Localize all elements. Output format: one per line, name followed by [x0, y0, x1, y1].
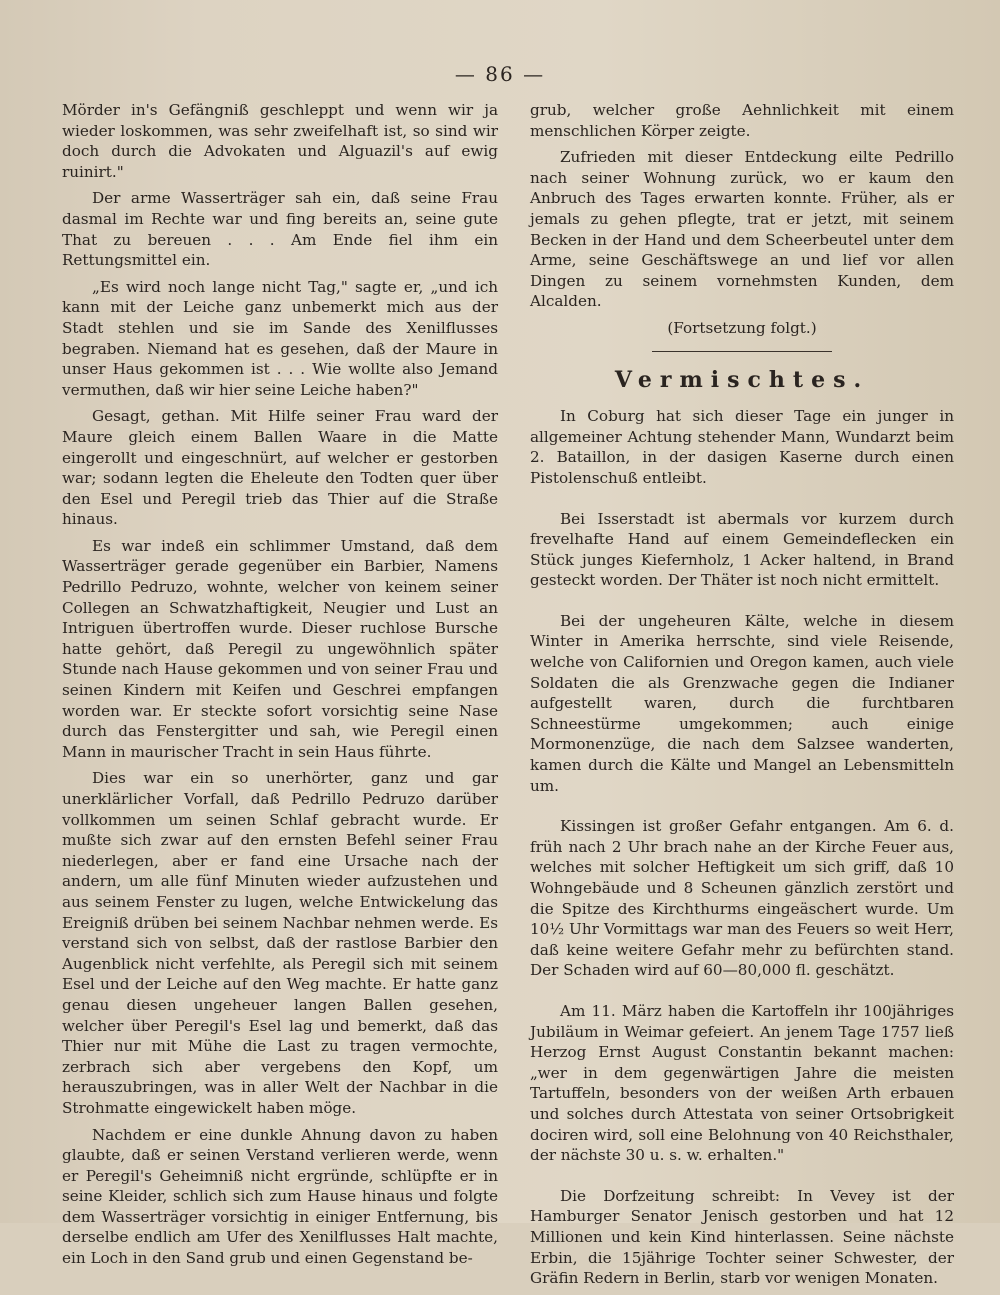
paragraph: Der arme Wasserträger sah ein, daß seine Frau dasmal im Rechte war und fing bereits an, seine gute That zu bereuen . . . Am Ende fiel ihm ein Rettungsmittel ein.: [62, 189, 498, 270]
paragraph: Es war indeß ein schlimmer Umstand, daß dem Wasserträger gerade gegenüber ein Barbier, Namens Pedrillo Pedruzo, wohnte, welcher von keinem seiner Collegen an Schwatzhaftigkeit, Neugier und Lust an Intriguen übertroffen wurde. Dieser ruchlose Bursche hatte gehört, daß Peregil zu ungewöhnlich später Stunde nach Hause gekommen und von seiner Frau und seinen Kindern mit Keifen und Geschrei empfangen worden war. Er steckte sofort vorsichtig seine Nase durch das Fenstergitter und sah, wie Peregil einen Mann in maurischer Tracht in sein Haus führte.: [62, 536, 498, 761]
news-item: Kissingen ist großer Gefahr entgangen. Am 6. d. früh nach 2 Uhr brach nahe an der Kirche Feuer aus, welches mit solcher Heftigkeit um sich griff, daß 10 Wohngebäude und 8 Scheunen gänzlich zerstört und die Spitze des Kirchthurms eingeäschert wurde. Um 10½ Uhr Vormittags war man des Feuers so weit Herr, daß keine weitere Gefahr mehr zu befürchten stand. Der Schaden wird auf 60—80,000 fl. geschätzt.: [530, 817, 954, 980]
paragraph: Dies war ein so unerhörter, ganz und gar unerklärlicher Vorfall, daß Pedrillo Pedruzo darüber vollkommen um seinen Schlaf gebracht wurde. Er mußte sich zwar auf den ernsten Befehl seiner Frau niederlegen, aber er fand eine Ursache nach der andern, um alle fünf Minuten wieder aufzustehen und aus seinem Fenster zu lugen, welche Entwickelung das Ereigniß drüben bei seinem Nachbar nehmen werde. Es verstand sich von selbst, daß der rastlose Barbier den Augenblick nicht verfehlte, als Peregil sich mit seinem Esel und der Leiche auf den Weg machte. Er hatte ganz genau diesen ungeheuer langen Ballen gesehen, welcher über Peregil's Esel lag und bemerkt, daß das Thier nur mit Mühe die Last zu tragen vermochte, zerbrach sich aber vergebens den Kopf, um herauszubringen, was in aller Welt der Nachbar in die Strohmatte eingewickelt haben möge.: [62, 769, 498, 1117]
page-number: — 86 —: [454, 62, 546, 86]
left-column: [62, 100, 498, 1275]
continued-note: (Fortsetzung folgt.): [667, 318, 817, 337]
paragraph: Zufrieden mit dieser Entdeckung eilte Pedrillo nach seiner Wohnung zurück, wo er kaum den Anbruch des Tages erwarten konnte. Früher, als er jemals zu gehen pflegte, trat er jetzt, mit seinem Becken in der Hand und dem Scheerbeutel unter dem Arme, seine Geschäftswege an und lief vor allen Dingen zu seinem vornehmsten Kunden, dem Alcalden.: [530, 148, 954, 311]
news-item: Bei Isserstadt ist abermals vor kurzem durch frevelhafte Hand auf einem Gemeindeflecken ein Stück junges Kiefernholz, 1 Acker haltend, in Brand gesteckt worden. Der Thäter ist noch nicht ermittelt.: [530, 509, 954, 590]
paragraph: grub, welcher große Aehnlichkeit mit einem menschlichen Körper zeigte.: [530, 101, 954, 140]
news-item: Bei der ungeheuren Kälte, welche in diesem Winter in Amerika herrschte, sind viele Reisende, welche von Californien und Oregon kamen, auch viele Soldaten die als Grenzwache gegen die Indianer aufgestellt waren, durch die furchtbaren Schneestürme umgekommen; auch einige Mormonenzüge, die nach dem Salzsee wanderten, kamen durch die Kälte und Mangel an Lebensmitteln um.: [530, 611, 954, 795]
paragraph: „Es wird noch lange nicht Tag," sagte er, „und ich kann mit der Leiche ganz unbemerkt mich aus der Stadt stehlen und sie im Sande des Xenilflusses begraben. Niemand hat es gesehen, daß der Maure in unser Haus gekommen ist . . . Wie wollte also Jemand vermuthen, daß wir hier seine Leiche haben?": [62, 277, 498, 399]
paragraph: Gesagt, gethan. Mit Hilfe seiner Frau ward der Maure gleich einem Ballen Waare in die Matte eingerollt und eingeschnürt, auf welcher er gestorben war; sodann legten die Eheleute den Todten quer über den Esel und Peregil trieb das Thier auf die Straße hinaus.: [62, 407, 498, 529]
section-title: Vermischtes.: [614, 366, 870, 393]
right-column: [530, 100, 954, 1295]
paragraph: Mörder in's Gefängniß geschleppt und wenn wir ja wieder loskommen, was sehr zweifelhaft ist, so sind wir doch durch die Advokaten und Alguazil's auf ewig ruinirt.": [62, 101, 498, 181]
news-item: Am 11. März haben die Kartoffeln ihr 100jähriges Jubiläum in Weimar gefeiert. An jenem Tage 1757 ließ Herzog Ernst August Constantin bekannt machen: „wer in dem gegenwärtigen Jahre die meisten Tartuffeln, besonders von der weißen Arth erbauen und solches durch Attestata von seiner Ortsobrigkeit dociren wird, soll eine Belohnung von 40 Reichsthaler, der nächste 30 u. s. w. erhalten.": [530, 1001, 954, 1165]
paragraph: Nachdem er eine dunkle Ahnung davon zu haben glaubte, daß er seinen Verstand verlieren werde, wenn er Peregil's Geheimniß nicht ergründe, schlüpfte er in seine Kleider, schlich sich zum Hause hinaus und folgte dem Wasserträger vorsichtig in einiger Entfernung, bis derselbe endlich am Ufer des Xenilflusses Halt machte, ein Loch in den Sand grub und einen Gegenstand be-: [62, 1125, 498, 1268]
news-item: In Coburg hat sich dieser Tage ein junger in allgemeiner Achtung stehender Mann, Wundarzt beim 2. Bataillon, in der dasigen Kaserne durch einen Pistolenschuß entleibt.: [530, 407, 954, 487]
news-item: Die Dorfzeitung schreibt: In Vevey ist der Hamburger Senator Jenisch gestorben und hat 12 Millionen und kein Kind hinterlassen. Seine nächste Erbin, die 15jährige Tochter seiner Schwester, der Gräfin Redern in Berlin, starb vor wenigen Monaten.: [530, 1186, 954, 1288]
divider: [652, 351, 832, 352]
